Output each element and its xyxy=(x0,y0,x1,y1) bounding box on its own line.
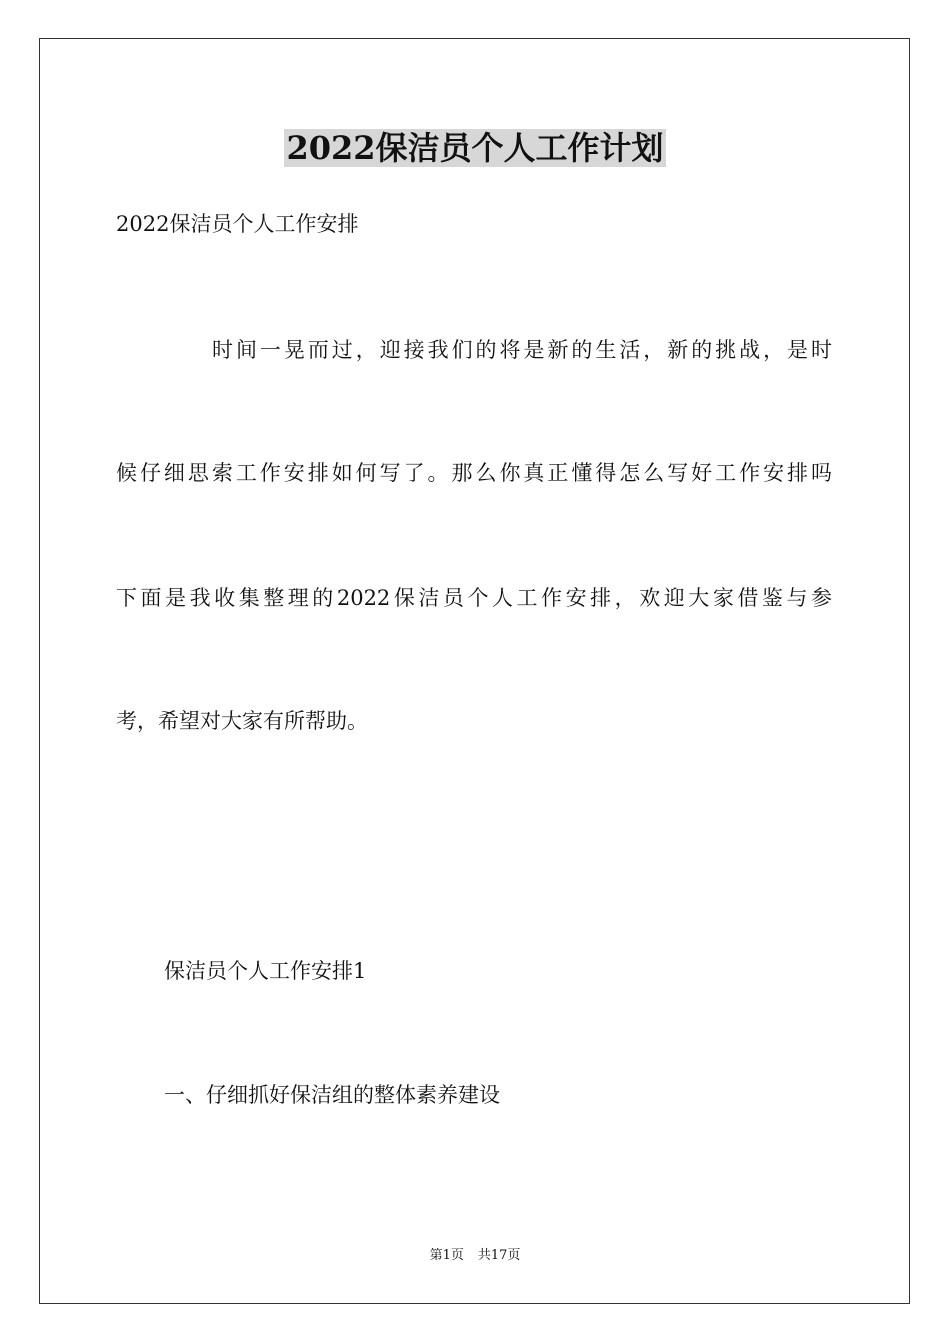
intro-line-3: 下面是我收集整理的2022保洁员个人工作安排，欢迎大家借鉴与参 xyxy=(116,586,832,610)
page-number: 第1页 xyxy=(429,1248,464,1263)
section-heading: 保洁员个人工作安排1 xyxy=(164,959,367,983)
total-pages: 共17页 xyxy=(477,1248,521,1263)
document-subtitle: 2022保洁员个人工作安排 xyxy=(116,212,359,236)
document-title-text: 2022保洁员个人工作计划 xyxy=(286,129,664,167)
intro-line-1: 时间一晃而过，迎接我们的将是新的生活，新的挑战，是时 xyxy=(212,338,832,362)
intro-line-4: 考，希望对大家有所帮助。 xyxy=(116,709,368,733)
section-item: 一、仔细抓好保洁组的整体素养建设 xyxy=(164,1083,500,1107)
document-title xyxy=(0,126,950,170)
page-footer xyxy=(0,1247,950,1265)
intro-line-2: 候仔细思索工作安排如何写了。那么你真正懂得怎么写好工作安排吗 xyxy=(116,461,832,485)
